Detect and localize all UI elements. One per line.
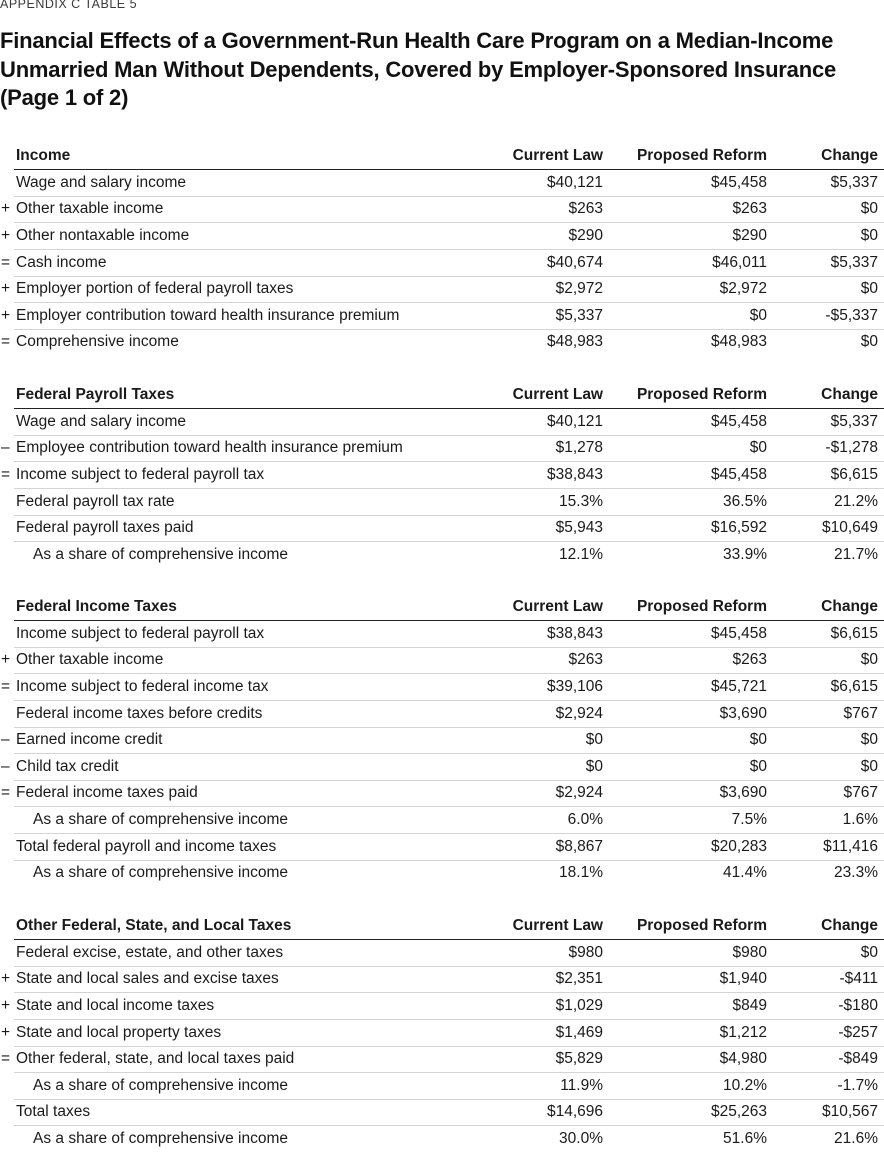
proposed-reform-value: $263 [732,651,767,669]
current-law-value: $40,121 [546,173,603,191]
table-row [0,727,884,754]
change-value: $5,337 [830,253,878,271]
current-law-value: $263 [568,651,603,669]
table-row [0,329,884,356]
row-operator: + [1,200,11,218]
proposed-reform-value: 10.2% [723,1076,767,1094]
change-value: $0 [860,227,878,245]
change-value: $0 [860,757,878,775]
table-row [0,1046,884,1073]
table-row [0,754,884,781]
current-law-value: 11.9% [560,1076,603,1094]
row-label: Cash income [16,253,107,271]
proposed-reform-value: $849 [732,997,767,1015]
current-law-value: 12.1% [559,545,603,563]
row-label: As a share of comprehensive income [33,545,289,563]
change-value: $10,567 [821,1103,878,1121]
proposed-reform-value: $3,690 [719,704,767,722]
table-row [0,542,884,569]
proposed-reform-value: $45,458 [710,173,767,191]
table-row [0,807,884,834]
title-line-3: (Page 1 of 2) [0,85,129,110]
column-header-current-law: Current Law [512,917,603,935]
proposed-reform-value: 41.4% [723,864,767,882]
current-law-value: $290 [568,227,603,245]
current-law-value: 6.0% [567,811,603,829]
page-title [0,27,880,113]
row-operator: + [1,227,11,245]
row-label: State and local income taxes [16,997,215,1015]
proposed-reform-value: $20,283 [710,837,767,855]
section-title: Income [16,147,71,165]
change-value: $6,615 [830,466,878,484]
change-value: $0 [860,200,878,218]
row-label: Other taxable income [16,200,164,218]
section-title: Federal Income Taxes [16,598,177,616]
proposed-reform-value: $3,690 [719,784,767,802]
row-label: Total federal payroll and income taxes [16,837,277,855]
column-header-proposed-reform: Proposed Reform [636,598,767,616]
row-label: Other taxable income [16,651,164,669]
row-operator: = [1,678,11,696]
row-label: Income subject to federal payroll tax [16,466,265,484]
current-law-value: $1,469 [555,1023,603,1041]
table-row [0,1073,884,1100]
row-operator: – [1,757,10,775]
current-law-value: $40,121 [546,412,603,430]
change-value: $0 [860,651,878,669]
row-operator: = [1,1050,11,1068]
proposed-reform-value: $45,721 [710,678,767,696]
change-value: $0 [860,943,878,961]
row-label: Federal excise, estate, and other taxes [16,943,284,961]
change-value: -$411 [839,970,878,988]
proposed-reform-value: $45,458 [710,624,767,642]
table-row [0,621,884,648]
table-row [0,647,884,674]
change-value: -$180 [838,997,878,1015]
table-row [0,674,884,701]
table-row [0,249,884,276]
current-law-value: $0 [585,731,603,749]
proposed-reform-value: $1,212 [719,1023,767,1041]
row-operator: + [1,1023,11,1041]
change-value: $6,615 [830,624,878,642]
column-header-change: Change [821,386,878,404]
table-row [0,1099,884,1126]
section-header [0,143,884,170]
change-value: 23.3% [834,864,878,882]
row-label: Total taxes [16,1103,91,1121]
proposed-reform-value: $0 [749,757,767,775]
change-value: 1.6% [842,811,878,829]
row-label: Employer contribution toward health insurance premium [16,306,400,324]
proposed-reform-value: 33.9% [723,545,767,563]
current-law-value: $2,351 [555,970,603,988]
row-label: Wage and salary income [16,173,187,191]
change-value: $11,416 [823,837,878,855]
row-label: Other federal, state, and local taxes paid [16,1050,295,1068]
table-row [0,223,884,250]
row-label: Employee contribution toward health insurance premium [16,439,403,457]
proposed-reform-value: $48,983 [710,333,767,351]
change-value: $767 [843,784,878,802]
change-value: 21.2% [834,492,878,510]
current-law-value: $38,843 [546,624,603,642]
table-row [0,409,884,436]
column-header-proposed-reform: Proposed Reform [636,147,767,165]
row-label: Income subject to federal income tax [16,678,269,696]
row-label: Earned income credit [16,731,163,749]
proposed-reform-value: $2,972 [719,280,767,298]
row-label: Comprehensive income [16,333,179,351]
change-value: $767 [843,704,878,722]
current-law-value: $14,696 [546,1103,603,1121]
appendix-label: APPENDIX C TABLE 5 [0,0,138,11]
row-operator: + [1,306,11,324]
change-value: -$5,337 [825,306,878,324]
change-value: $10,649 [821,519,878,537]
table-row [0,462,884,489]
column-header-change: Change [821,147,878,165]
change-value: 21.6% [834,1130,878,1148]
section-title: Federal Payroll Taxes [16,386,175,404]
current-law-value: $1,278 [555,439,603,457]
row-label: Federal income taxes before credits [16,704,263,722]
title-line-1: Financial Effects of a Government-Run Health Care Program on a Median-Income [0,28,834,53]
current-law-value: $38,843 [546,466,603,484]
row-label: As a share of comprehensive income [33,1130,289,1148]
table-row [0,700,884,727]
change-value: -$1,278 [825,439,878,457]
row-label: State and local property taxes [16,1023,222,1041]
row-label: As a share of comprehensive income [33,1076,289,1094]
row-operator: + [1,970,11,988]
section-header [0,382,884,409]
change-value: $0 [860,731,878,749]
row-operator: + [1,651,11,669]
row-label: Child tax credit [16,757,119,775]
proposed-reform-value: $4,980 [719,1050,767,1068]
table-row [0,1019,884,1046]
column-header-proposed-reform: Proposed Reform [636,917,767,935]
column-header-change: Change [821,598,878,616]
proposed-reform-value: 51.6% [723,1130,767,1148]
column-header-current-law: Current Law [512,386,603,404]
column-header-proposed-reform: Proposed Reform [636,386,767,404]
proposed-reform-value: 7.5% [731,811,767,829]
change-value: $6,615 [830,678,878,696]
proposed-reform-value: $0 [749,306,767,324]
current-law-value: $2,924 [555,784,603,802]
proposed-reform-value: 36.5% [723,492,767,510]
table-row [0,170,884,197]
row-label: Employer portion of federal payroll taxes [16,280,294,298]
current-law-value: $5,943 [555,519,603,537]
current-law-value: $2,924 [555,704,603,722]
section-title: Other Federal, State, and Local Taxes [16,917,292,935]
row-operator: + [1,997,11,1015]
current-law-value: $48,983 [546,333,603,351]
current-law-value: $1,029 [555,997,603,1015]
section-header [0,594,884,621]
table-row [0,515,884,542]
table-row [0,1126,884,1152]
table-row [0,488,884,515]
table-row [0,276,884,303]
current-law-value: $5,337 [555,306,603,324]
table-row [0,940,884,967]
current-law-value: $263 [568,200,603,218]
row-label: State and local sales and excise taxes [16,970,279,988]
current-law-value: $2,972 [555,280,603,298]
proposed-reform-value: $25,263 [710,1103,767,1121]
row-label: Wage and salary income [16,412,187,430]
row-operator: – [1,439,10,457]
row-operator: = [1,466,11,484]
row-label: Federal income taxes paid [16,784,198,802]
change-value: $0 [860,280,878,298]
current-law-value: 30.0% [559,1130,603,1148]
row-label: As a share of comprehensive income [33,864,289,882]
column-header-change: Change [821,917,878,935]
proposed-reform-value: $0 [749,439,767,457]
current-law-value: $39,106 [546,678,603,696]
proposed-reform-value: $263 [732,200,767,218]
section-header [0,913,884,940]
table-row [0,435,884,462]
row-label: Other nontaxable income [16,227,190,245]
table-row [0,993,884,1020]
current-law-value: $980 [568,943,603,961]
change-value: 21.7% [834,545,878,563]
row-operator: – [1,731,10,749]
change-value: -$849 [838,1050,878,1068]
title-line-2: Unmarried Man Without Dependents, Covered by Employer-Sponsored Insurance [0,56,837,82]
row-operator: + [1,280,11,298]
proposed-reform-value: $16,592 [710,519,767,537]
table-row [0,196,884,223]
column-header-current-law: Current Law [512,147,603,165]
proposed-reform-value: $46,011 [712,253,767,271]
current-law-value: $0 [585,757,603,775]
current-law-value: $8,867 [555,837,603,855]
current-law-value: 18.1% [559,864,603,882]
row-label: Federal payroll taxes paid [16,519,194,537]
row-label: Income subject to federal payroll tax [16,624,265,642]
proposed-reform-value: $0 [749,731,767,749]
change-value: -$257 [838,1023,878,1041]
column-header-current-law: Current Law [512,598,603,616]
table-row [0,966,884,993]
change-value: $5,337 [830,173,878,191]
current-law-value: $5,829 [555,1050,603,1068]
current-law-value: 15.3% [559,492,603,510]
table-row [0,780,884,807]
proposed-reform-value: $290 [732,227,767,245]
table-row [0,303,884,330]
change-value: -1.7% [837,1076,878,1094]
proposed-reform-value: $45,458 [710,412,767,430]
proposed-reform-value: $45,458 [710,466,767,484]
row-label: As a share of comprehensive income [33,811,289,829]
row-operator: = [1,784,11,802]
table-row [0,860,884,887]
proposed-reform-value: $980 [732,943,767,961]
row-operator: = [1,333,11,351]
table-row [0,833,884,860]
row-label: Federal payroll tax rate [16,492,175,510]
current-law-value: $40,674 [546,253,603,271]
row-operator: = [1,253,11,271]
change-value: $0 [860,333,878,351]
change-value: $5,337 [830,412,878,430]
proposed-reform-value: $1,940 [719,970,767,988]
